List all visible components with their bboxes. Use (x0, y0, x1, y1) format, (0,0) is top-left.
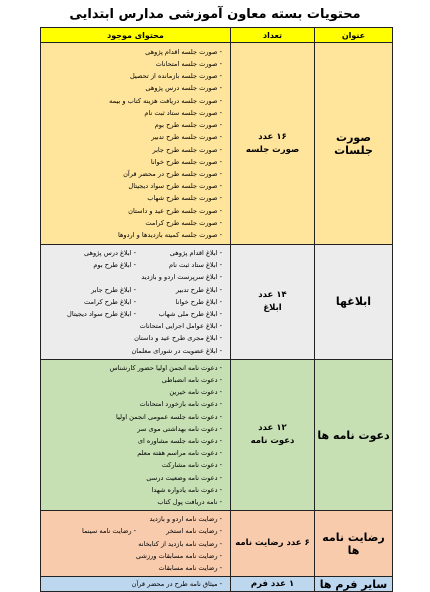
content-item: - صورت جلسه طرح عید و داستان (128, 206, 222, 215)
content-item: - رضایت نامه مسابقات ورزشی (135, 551, 222, 560)
section-row-appointments (41, 245, 393, 360)
count-line: ابلاغ (263, 302, 282, 313)
section-count (231, 511, 315, 577)
content-item: - دعوت نامه انضباطی (161, 376, 222, 385)
section-content (41, 511, 231, 577)
content-item: - صورت جلسه طرح جابر (152, 145, 222, 154)
content-line (45, 513, 222, 525)
count-line: ۱۲ عدد (258, 423, 287, 434)
content-item: - ابلاغ ستاد ثبت نام (169, 261, 222, 270)
content-item: - ابلاغ طرح جابر (91, 285, 136, 294)
content-line (45, 320, 222, 332)
content-item: - دعوت نامه وضعیت درسی (146, 473, 222, 482)
content-line (45, 345, 222, 357)
section-count (231, 43, 315, 245)
table-header-row (41, 28, 393, 43)
content-item: - صورت جلسه دریافت هزینه کتاب و بیمه (109, 96, 222, 105)
count-line: ۶ عدد رضایت نامه (235, 538, 310, 549)
content-item: - ابلاغ عوامل اجرایی امتحانات (139, 322, 222, 331)
content-item: - ابلاغ طرح ملی شهاب (158, 310, 222, 319)
content-item: - صورت جلسه طرح خوانا (150, 157, 222, 166)
section-row-minutes (41, 43, 393, 245)
header-count: تعداد (231, 28, 315, 43)
section-title: دعوت نامه ها (315, 359, 393, 510)
content-item: - ابلاغ طرح کرامت (84, 297, 136, 306)
count-line: دعوت نامه (250, 436, 295, 447)
content-item: - ابلاغ طرح بوم (93, 261, 136, 270)
content-item: - صورت جلسه طرح شهاب (147, 194, 222, 203)
section-content (41, 577, 231, 592)
content-item: - رضایت نامه بازدید از کتابخانه (138, 539, 222, 548)
header-title: عنوان (315, 28, 393, 43)
content-item: - دعوت نامه بهداشتی موی سر (137, 424, 222, 433)
content-line (45, 271, 222, 283)
content-item: - رضایت نامه مسابقات (158, 564, 222, 573)
page-title: محتویات بسته معاون آموزشی مدارس ابتدایی (69, 7, 361, 22)
content-item: - ابلاغ اقدام پژوهی (169, 249, 222, 257)
content-item: - رضایت نامه سینما (81, 527, 136, 536)
content-item: - ابلاغ مجری طرح عید و داستان (134, 334, 222, 343)
section-title: رضایت نامه ها (315, 511, 393, 577)
content-item: - دعوت نامه مراسم هفته معلم (137, 449, 222, 458)
content-item: - دعوت نامه انجمن اولیا حضور کارشناس (109, 363, 222, 372)
content-item: - صورت جلسه کمیته بازدیدها و اردوها (117, 230, 222, 239)
section-count (231, 359, 315, 510)
content-line (45, 538, 222, 550)
content-line (45, 332, 222, 344)
section-count (231, 577, 315, 592)
section-row-consents (41, 511, 393, 577)
content-item: - رضایت نامه استخر (166, 527, 222, 536)
content-item: - دعوت نامه بازخورد امتحانات (139, 400, 222, 409)
content-item: - ابلاغ طرح خوانا (175, 297, 222, 306)
content-item: - ابلاغ طرح تدبیر (175, 285, 222, 294)
content-item: - دعوت نامه یادواره شهدا (151, 485, 222, 494)
content-item: - دعوت نامه مشارکت (161, 461, 222, 470)
content-item: - ابلاغ طرح سواد دیجیتال (67, 310, 136, 319)
content-item: - رضایت نامه اردو و بازدید (149, 515, 222, 524)
content-item: - دعوت نامه خیرین (169, 388, 222, 397)
content-item: - صورت جلسه طرح بوم (154, 121, 222, 130)
section-content (41, 43, 231, 245)
content-item: - صورت جلسه طرح سواد دیجیتال (128, 182, 222, 191)
content-line (45, 247, 222, 259)
content-item: - صورت جلسه اقدام پژوهی (145, 47, 222, 56)
content-item: - میثاق نامه طرح در محضر قرآن (131, 580, 222, 589)
content-line (45, 525, 222, 537)
section-content (41, 359, 231, 510)
content-line (45, 308, 222, 320)
content-line (45, 562, 222, 574)
contents-table (40, 27, 393, 592)
section-title: ابلاغها (315, 245, 393, 360)
section-row-other-forms (41, 577, 393, 592)
content-line (45, 296, 222, 308)
content-item: - صورت جلسه طرح کرامت (145, 218, 222, 227)
count-line: ۱۶ عدد (258, 131, 287, 142)
section-title: سایر فرم ها (315, 577, 393, 592)
section-count (231, 245, 315, 360)
content-line (45, 259, 222, 271)
content-item: - صورت جلسه درس پژوهی (145, 84, 222, 93)
content-item: - صورت جلسه طرح در محضر قرآن (123, 169, 222, 178)
content-item: - نامه دریافت پول کتاب (157, 498, 222, 507)
content-item: - صورت جلسه طرح تدبیر (151, 133, 222, 142)
content-item: - صورت جلسه بازمانده از تحصیل (129, 72, 222, 81)
content-item: - دعوت نامه جلسه مشاوره ای (137, 437, 222, 446)
content-item: - صورت جلسه امتحانات (155, 60, 222, 69)
header-content: محتوای موجود (41, 28, 231, 43)
content-item: - ابلاغ سرپرست اردو و بازدید (141, 273, 222, 282)
count-line: صورت جلسه (245, 144, 300, 155)
section-content (41, 245, 231, 360)
section-title: صورت جلسات (315, 43, 393, 245)
count-line: ۱ عدد فرم (250, 578, 295, 589)
section-row-invitations (41, 359, 393, 510)
content-item: - صورت جلسه ستاد ثبت نام (144, 108, 222, 117)
content-line (45, 284, 222, 296)
content-item: - ابلاغ درس پژوهی (83, 249, 136, 257)
content-item: - دعوت نامه جلسه عمومی انجمن اولیا (116, 412, 222, 421)
content-item: - ابلاغ عضویت در شورای معلمان (131, 346, 222, 355)
count-line: ۱۴ عدد (258, 289, 287, 300)
